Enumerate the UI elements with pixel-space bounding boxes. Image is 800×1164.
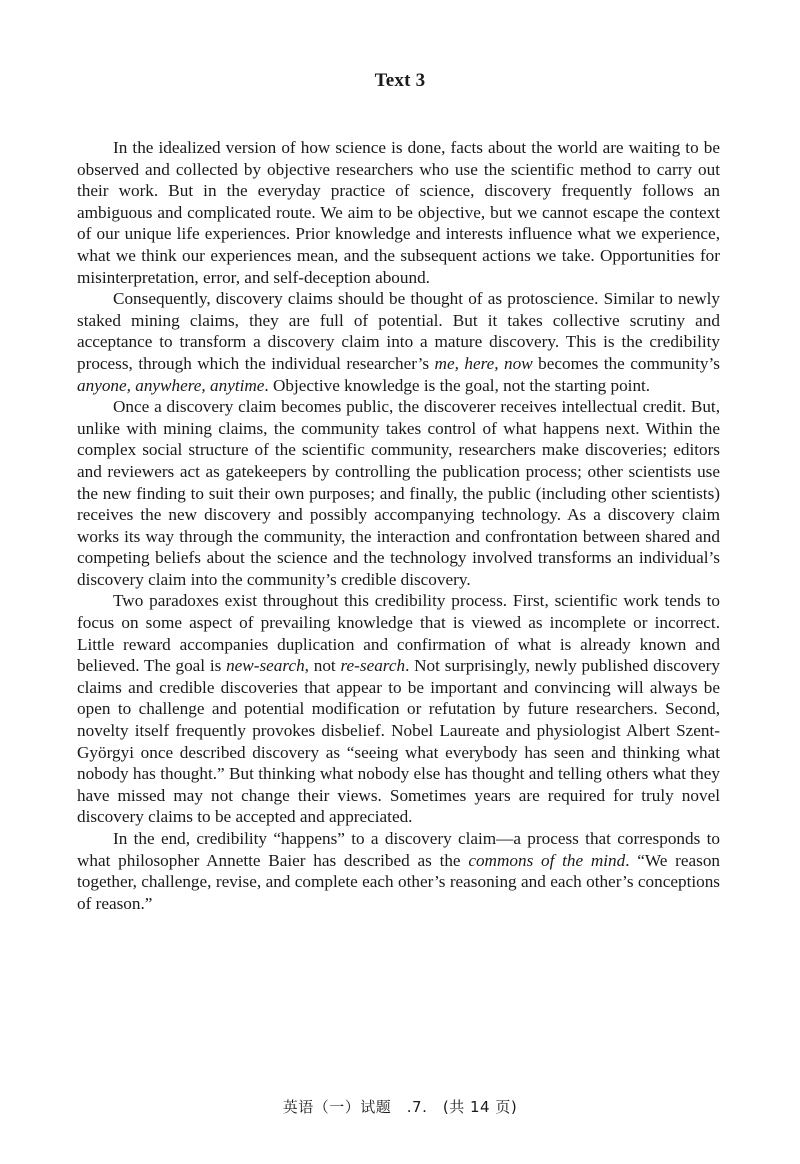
- passage-body: [77, 137, 720, 914]
- page-footer: 英语（一）试题 .7. (共 14 页): [282, 1098, 518, 1116]
- text-run: Consequently, discovery claims should be thought of as protoscience. Similar to newly staked mining claims, they are full of potential. But it takes collective scrutiny and acceptance to transform a discovery claim into a mature discovery. This is the credibility process, through which the individual researcher’s: [77, 289, 720, 373]
- text-run: . Not surprisingly, newly published discovery claims and credible discoveries that appear to be important and convincing will always be open to challenge and potential modification or refutation by future researchers. Second, novelty itself frequently provokes disbelief. Nobel Laureate and physiologist Albert Szent-Györgyi once described discovery as “seeing what everybody has seen and thinking what nobody has thought.” But thinking what nobody else has thought and telling others what they have missed may not change their views. Sometimes years are required for truly novel discovery claims to be accepted and appreciated.: [77, 656, 720, 827]
- text-run: , not: [304, 656, 341, 676]
- text-run: . “We reason together, challenge, revise, and complete each other’s reasoning and each other’s conceptions of reason.”: [77, 850, 721, 913]
- section-title: Text 3: [374, 70, 426, 91]
- italic-phrase: anyone, anywhere, anytime: [77, 375, 265, 395]
- text-run: Two paradoxes exist throughout this credibility process. First, scientific work tends to focus on some aspect of prevailing knowledge that is viewed as incomplete or incorrect. Little reward accompanies duplication and confirmation of what is already known and believed. The goal is: [77, 591, 720, 676]
- italic-phrase: commons of the mind: [468, 850, 626, 870]
- text-run: In the idealized version of how science is done, facts about the world are waiting to be observed and collected by objective researchers who use the scientific method to carry out their work. But in the everyday practice of science, discovery frequently follows an ambiguous and complicated route. We aim to be objective, but we cannot escape the context of our unique life experiences. Prior knowledge and interests influence what we experience, what we think our experiences mean, and the subsequent actions we take. Opportunities for misinterpretation, error, and self-deception abound.: [77, 138, 720, 287]
- paragraph-2: [77, 288, 720, 396]
- text-run: Once a discovery claim becomes public, the discoverer receives intellectual credit. But, unlike with mining claims, the community takes control of what happens next. Within the complex social structure of the scientific community, researchers make discoveries; editors and reviewers act as gatekeepers by controlling the publication process; other scientists use the new finding to suit their own purposes; and finally, the public (including other scientists) receives the new discovery and possibly accompanying technology. As a discovery claim works its way through the community, the interaction and confrontation between shared and competing beliefs about the science and the technology involved transforms an individual’s discovery claim into the community’s credible discovery.: [77, 397, 720, 589]
- text-run: . Objective knowledge is the goal, not the starting point.: [264, 375, 651, 395]
- text-run: becomes the community’s: [532, 353, 720, 373]
- paragraph-5: [77, 828, 720, 914]
- italic-phrase: re-search: [340, 656, 406, 676]
- italic-phrase: me, here, now: [434, 353, 533, 373]
- paragraph-1: [77, 137, 720, 288]
- text-run: In the end, credibility “happens” to a discovery claim—a process that corresponds to what philosopher Annette Baier has described as the: [77, 829, 720, 870]
- paragraph-4: [77, 590, 720, 828]
- paragraph-3: [77, 396, 720, 590]
- italic-phrase: new-search: [226, 656, 305, 676]
